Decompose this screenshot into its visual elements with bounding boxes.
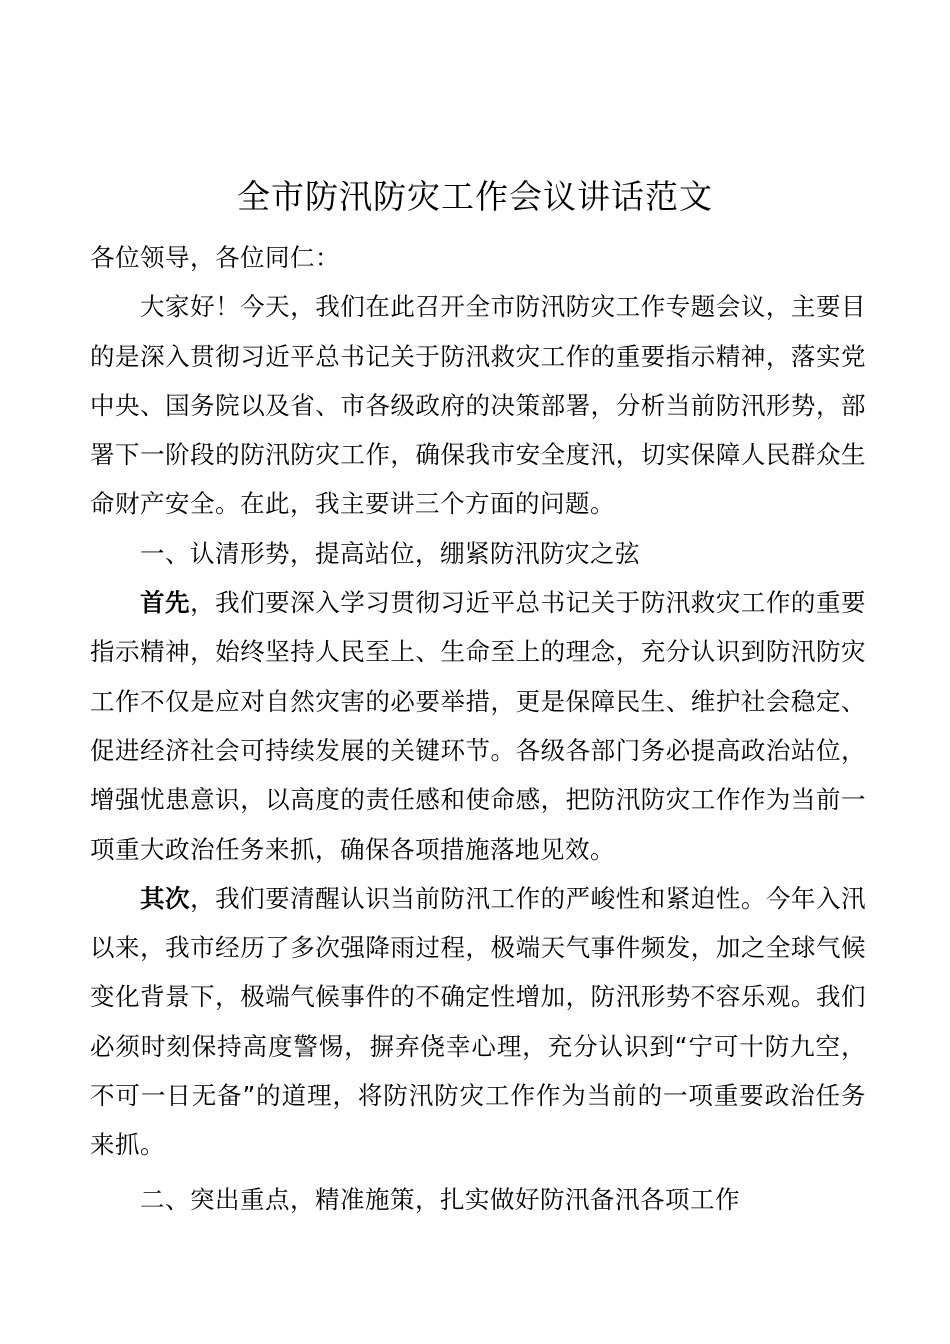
paragraph-first-lead: 首先 [140,588,191,618]
paragraph-second-lead: 其次 [140,883,191,913]
section-1-heading: 一、认清形势，提高站位，绷紧防汛防灾之弦 [140,538,640,568]
paragraph-second [90,874,866,1170]
intro-paragraph: 大家好！今天，我们在此召开全市防汛防灾工作专题会议，主要目的是深入贯彻习近平总书记关于防汛救灾工作的重要指示精神，落实党中央、国务院以及省、市各级政府的决策部署，分析当前防汛形势，部署下一阶段的防汛防灾工作，确保我市安全度汛，切实保障人民群众生命财产安全。在此，我主要讲三个方面的问题。 [90,292,866,519]
paragraph-second-text: ，我们要清醒认识当前防汛工作的严峻性和紧迫性。今年入汛以来，我市经历了多次强降雨过程，极端天气事件频发，加之全球气候变化背景下，极端气候事件的不确定性增加，防汛形势不容乐观。我们必须时刻保持高度警惕，摒弃侥幸心理，充分认识到“宁可十防九空，不可一日无备”的道理，将防汛防灾工作作为当前的一项重要政治任务来抓。 [90,883,867,1160]
document-body [90,233,866,1224]
paragraph-first-text: ，我们要深入学习贯彻习近平总书记关于防汛救灾工作的重要指示精神，始终坚持人民至上、生命至上的理念，充分认识到防汛防灾工作不仅是应对自然灾害的必要举措，更是保障民生、维护社会稳定、促进经济社会可持续发展的关键环节。各级各部门务必提高政治站位，增强忧患意识，以高度的责任感和使命感，把防汛防灾工作作为当前一项重大政治任务来抓，确保各项措施落地见效。 [90,588,867,864]
document-title: 全市防汛防灾工作会议讲话范文 [237,177,713,216]
paragraph-first [90,578,866,874]
section-2-heading: 二、突出重点，精准施策，扎实做好防汛备汛各项工作 [140,1184,740,1214]
salutation: 各位领导，各位同仁： [90,243,340,272]
